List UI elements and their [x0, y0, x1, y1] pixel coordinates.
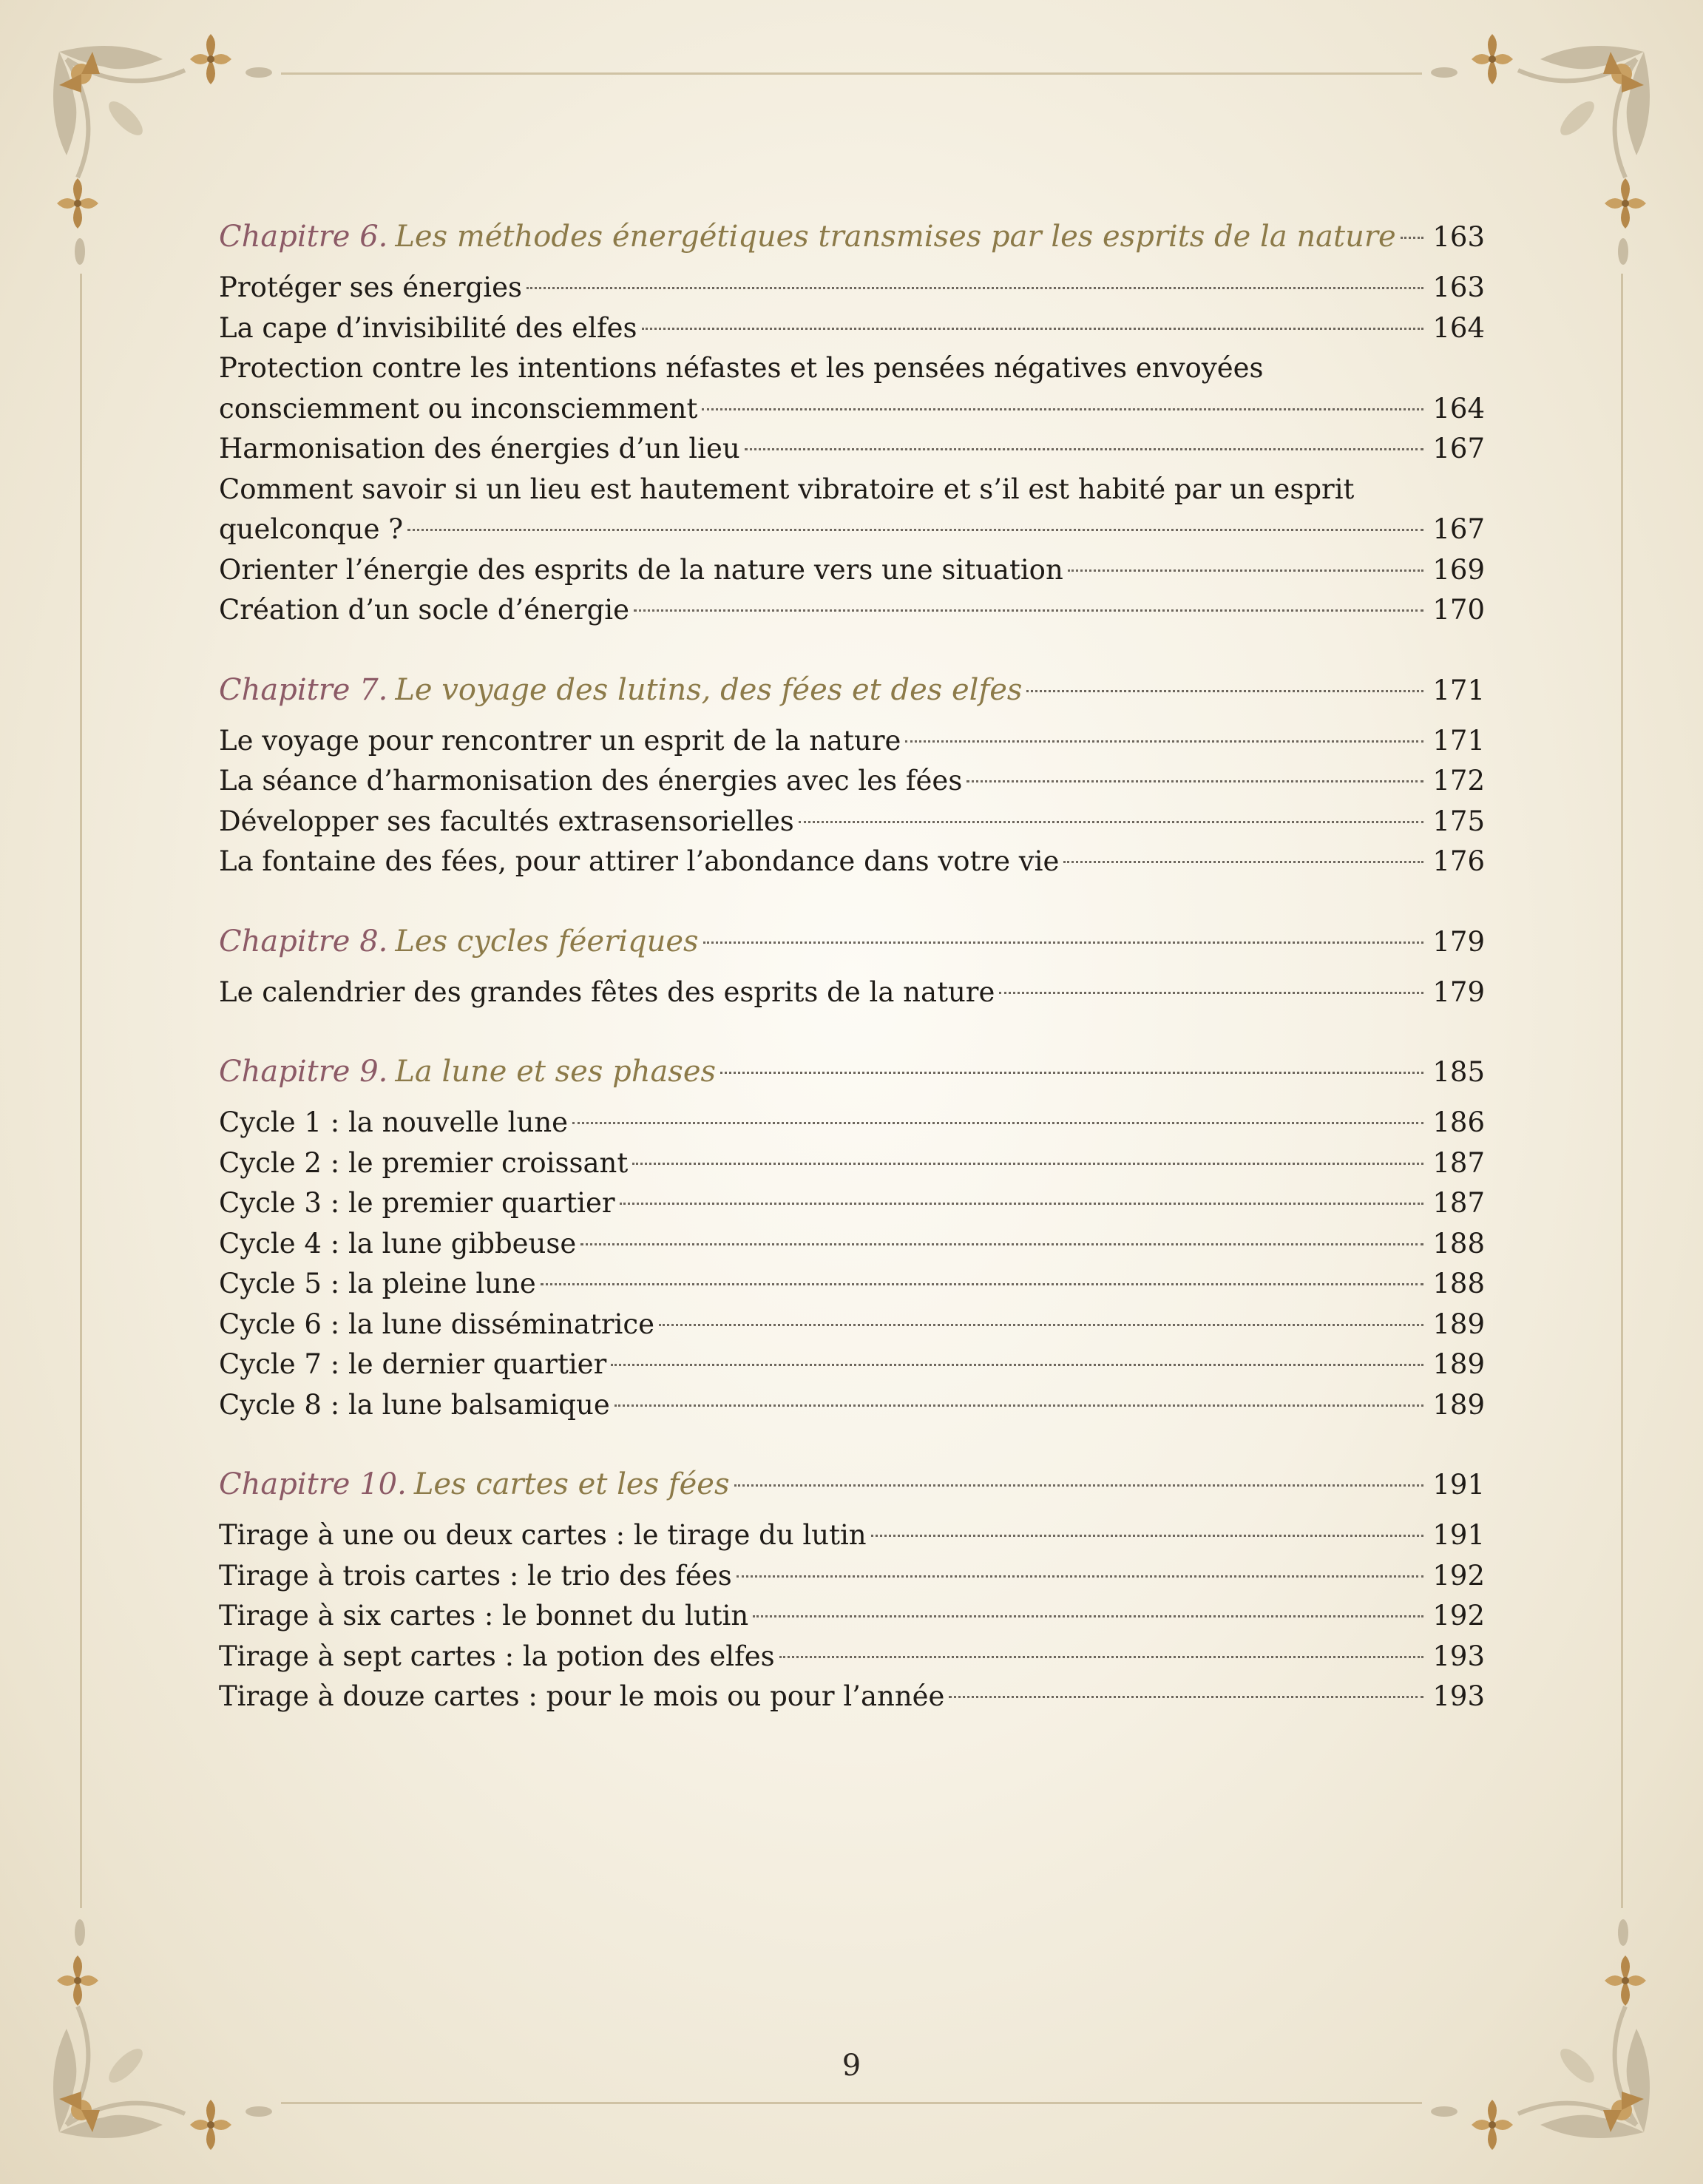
entry-page: 189	[1432, 1348, 1485, 1380]
entry-page: 167	[1432, 513, 1485, 545]
entry-page: 189	[1432, 1308, 1485, 1340]
entry-label: Cycle 3 : le premier quartier	[219, 1187, 615, 1219]
entry-page: 164	[1432, 311, 1485, 344]
entry-label: Cycle 5 : la pleine lune	[219, 1268, 536, 1299]
toc-entry	[219, 802, 1485, 842]
entry-label: Cycle 4 : la lune gibbeuse	[219, 1227, 577, 1260]
entry-label: Cycle 2 : le premier croissant	[219, 1146, 629, 1179]
chapter-entries	[219, 721, 1485, 882]
chapter-title: Les cycles féeriques	[395, 924, 699, 959]
entry-page: 192	[1432, 1559, 1485, 1592]
entry-label: Comment savoir si un lieu est hautement vibratoire et s’il est habité par un esprit	[219, 473, 1355, 505]
toc-entry	[219, 1677, 1485, 1717]
entry-label: Cycle 6 : la lune disséminatrice	[219, 1308, 654, 1340]
chapter-entries	[219, 1515, 1485, 1717]
entry-label: Le voyage pour rencontrer un esprit de la nature	[219, 724, 901, 757]
chapter-entries	[219, 268, 1485, 631]
dot-leader	[611, 1364, 1423, 1366]
toc-entry	[219, 1305, 1485, 1345]
dot-leader	[572, 1122, 1423, 1124]
entry-label: Le calendrier des grandes fêtes des esprits de la nature	[219, 976, 995, 1008]
floral-corner-ornament-icon	[1422, 1910, 1666, 2154]
dot-leader	[702, 408, 1423, 410]
frame-top-line	[281, 72, 1422, 75]
entry-page: 188	[1432, 1268, 1485, 1299]
entry-label-continued: quelconque ?	[219, 513, 404, 545]
dot-leader	[407, 529, 1423, 531]
dot-leader	[745, 448, 1424, 450]
entry-label: Tirage à sept cartes : la potion des elfes	[219, 1640, 775, 1672]
frame-bottom-line	[281, 2102, 1422, 2104]
toc-entry	[219, 1143, 1485, 1184]
page-number: 9	[842, 2049, 861, 2083]
toc-entry	[219, 429, 1485, 470]
floral-corner-ornament-icon	[37, 1910, 281, 2154]
dot-leader	[905, 740, 1423, 743]
entry-page: 171	[1432, 724, 1485, 757]
entry-label: La séance d’harmonisation des énergies avec les fées	[219, 765, 963, 797]
entry-label: Tirage à une ou deux cartes : le tirage du lutin	[219, 1519, 867, 1551]
dot-leader	[1063, 861, 1423, 863]
entry-page: 164	[1432, 392, 1485, 425]
entry-page: 167	[1432, 433, 1485, 464]
chapter-title: La lune et ses phases	[395, 1055, 717, 1089]
entry-label: Tirage à six cartes : le bonnet du lutin	[219, 1600, 749, 1632]
chapter-page: 179	[1432, 925, 1485, 958]
toc-entry	[219, 1224, 1485, 1265]
entry-page: 188	[1432, 1227, 1485, 1260]
chapter-page: 185	[1432, 1056, 1485, 1088]
entry-label: Tirage à douze cartes : pour le mois ou pour l’année	[219, 1680, 945, 1712]
entry-label-continued: consciemment ou inconsciemment	[219, 392, 698, 425]
toc-entry	[219, 348, 1485, 429]
toc-entry	[219, 308, 1485, 349]
entry-page: 163	[1432, 271, 1485, 303]
toc-entry	[219, 1264, 1485, 1305]
entry-label: Développer ses facultés extrasensorielles	[219, 805, 794, 837]
entry-page: 193	[1432, 1640, 1485, 1672]
dot-leader	[620, 1203, 1424, 1205]
chapter-title: Le voyage des lutins, des fées et des elfes	[395, 672, 1023, 707]
toc-entry	[219, 1596, 1485, 1637]
toc-entry	[219, 550, 1485, 591]
entry-label: Création d’un socle d’énergie	[219, 594, 630, 626]
entry-page: 189	[1432, 1388, 1485, 1421]
entry-label: La fontaine des fées, pour attirer l’abondance dans votre vie	[219, 845, 1060, 877]
chapter-number: Chapitre 6.	[219, 220, 388, 254]
chapter-entries	[219, 973, 1485, 1013]
dot-leader	[580, 1243, 1423, 1245]
chapter-page: 191	[1432, 1469, 1485, 1501]
toc-entry	[219, 590, 1485, 631]
dot-leader	[753, 1615, 1423, 1617]
table-of-contents	[219, 207, 1485, 1747]
entry-label: Protection contre les intentions néfastes et les pensées négatives envoyées	[219, 352, 1264, 384]
dot-leader	[1068, 569, 1424, 572]
toc-entry	[219, 973, 1485, 1013]
entry-label: Harmonisation des énergies d’un lieu	[219, 433, 740, 464]
toc-entry	[219, 721, 1485, 762]
chapter-heading	[219, 1042, 1485, 1101]
chapter-number: Chapitre 8.	[219, 924, 388, 959]
entry-page: 172	[1432, 765, 1485, 797]
dot-leader	[779, 1656, 1424, 1658]
frame-right-line	[1621, 274, 1623, 1908]
chapter-page: 171	[1432, 674, 1485, 706]
toc-entry	[219, 268, 1485, 308]
chapter-number: Chapitre 7.	[219, 672, 388, 707]
chapter-page: 163	[1432, 221, 1485, 253]
entry-label: Protéger ses énergies	[219, 271, 522, 303]
chapter-title: Les cartes et les fées	[413, 1467, 730, 1501]
dot-leader	[799, 821, 1424, 823]
toc-entry	[219, 470, 1485, 550]
toc-entry	[219, 1345, 1485, 1385]
dot-leader	[734, 1484, 1424, 1487]
entry-page: 191	[1432, 1519, 1485, 1551]
chapter-number: Chapitre 10.	[219, 1467, 407, 1501]
chapter-title: Les méthodes énergétiques transmises par les esprits de la nature	[395, 220, 1396, 254]
dot-leader	[1401, 237, 1424, 239]
toc-entry	[219, 1556, 1485, 1597]
toc-entry	[219, 842, 1485, 882]
entry-label: La cape d’invisibilité des elfes	[219, 311, 637, 344]
dot-leader	[642, 328, 1424, 330]
dot-leader	[737, 1575, 1424, 1578]
dot-leader	[527, 287, 1423, 289]
entry-label: Cycle 1 : la nouvelle lune	[219, 1106, 569, 1138]
entry-page: 192	[1432, 1600, 1485, 1632]
entry-label: Tirage à trois cartes : le trio des fées	[219, 1559, 732, 1592]
dot-leader	[720, 1072, 1423, 1074]
entry-label: Cycle 7 : le dernier quartier	[219, 1348, 607, 1380]
entry-page: 169	[1432, 553, 1485, 586]
dot-leader	[999, 992, 1423, 994]
chapter-entries	[219, 1103, 1485, 1425]
chapter-heading	[219, 1455, 1485, 1514]
frame-left-line	[80, 274, 82, 1908]
entry-page: 179	[1432, 976, 1485, 1008]
toc-entry	[219, 1637, 1485, 1677]
entry-page: 175	[1432, 805, 1485, 837]
dot-leader	[614, 1404, 1424, 1407]
toc-entry	[219, 1103, 1485, 1143]
entry-page: 187	[1432, 1187, 1485, 1219]
dot-leader	[541, 1283, 1424, 1285]
entry-label: Orienter l’énergie des esprits de la nature vers une situation	[219, 553, 1063, 586]
toc-entry	[219, 761, 1485, 802]
dot-leader	[949, 1696, 1423, 1698]
entry-page: 176	[1432, 845, 1485, 877]
dot-leader	[659, 1324, 1423, 1326]
chapter-heading	[219, 912, 1485, 971]
entry-page: 193	[1432, 1680, 1485, 1712]
dot-leader	[632, 1163, 1423, 1165]
toc-entry	[219, 1385, 1485, 1426]
chapter-heading	[219, 207, 1485, 266]
entry-page: 170	[1432, 594, 1485, 626]
dot-leader	[1026, 690, 1423, 692]
dot-leader	[966, 780, 1423, 782]
toc-entry	[219, 1183, 1485, 1224]
dot-leader	[634, 609, 1423, 612]
chapter-heading	[219, 660, 1485, 720]
toc-entry	[219, 1515, 1485, 1556]
entry-page: 186	[1432, 1106, 1485, 1138]
chapter-number: Chapitre 9.	[219, 1055, 388, 1089]
entry-label: Cycle 8 : la lune balsamique	[219, 1388, 610, 1421]
dot-leader	[703, 941, 1424, 944]
dot-leader	[871, 1535, 1424, 1537]
entry-page: 187	[1432, 1146, 1485, 1179]
